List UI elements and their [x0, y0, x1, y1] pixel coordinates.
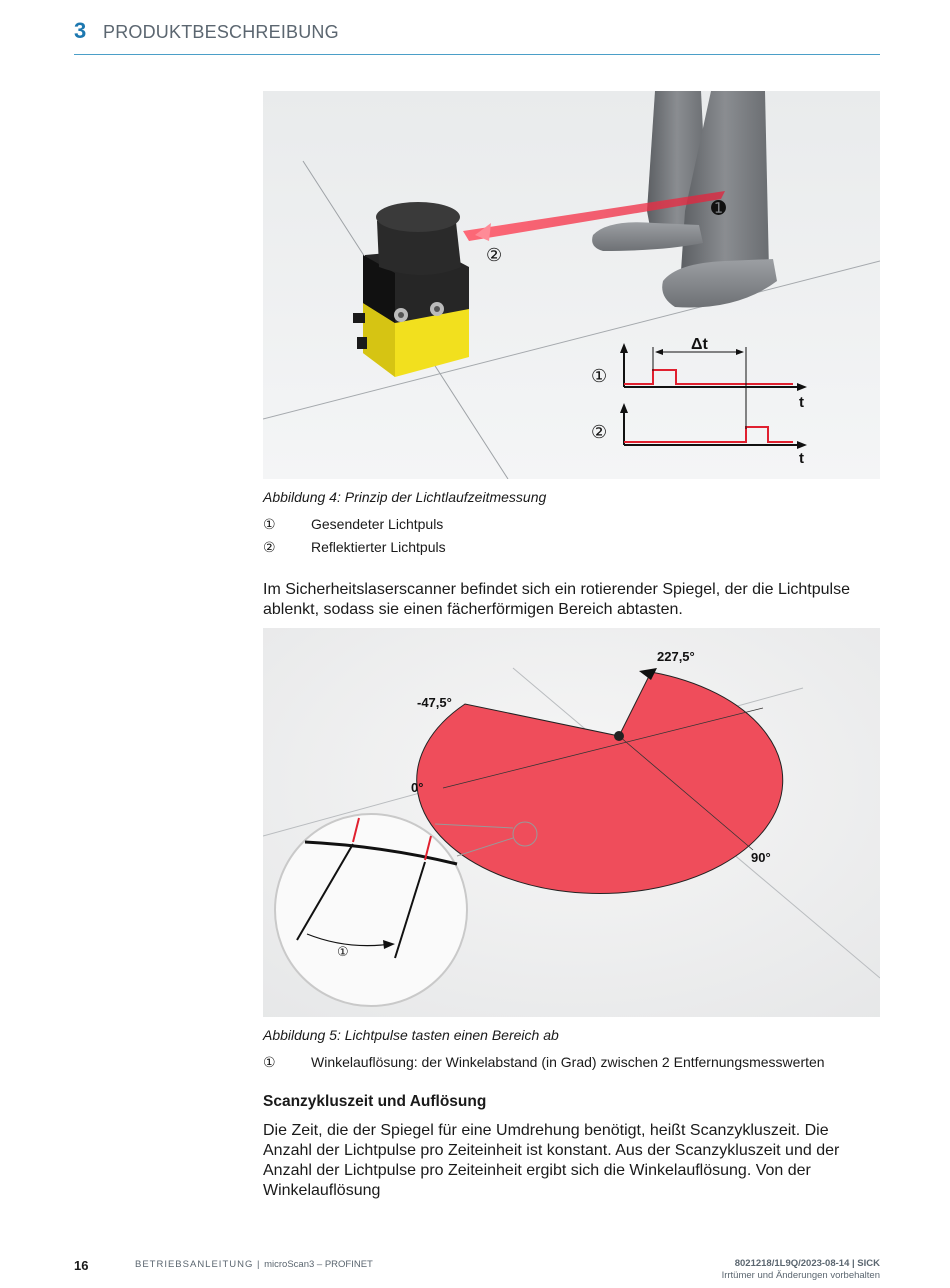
t-axis-label-2: t [799, 450, 804, 467]
legend-mark: ① [263, 1054, 276, 1070]
legend-text: Winkelauflösung: der Winkelabstand (in Grad) zwischen 2 Entfernungsmesswerten [311, 1054, 825, 1070]
footer-doc-info [135, 1259, 373, 1270]
page-header [74, 14, 880, 55]
footer-disclaimer: Irrtümer und Änderungen vorbehalten [721, 1270, 880, 1281]
footer-brand: SICK [857, 1258, 880, 1269]
legend-text: Gesendeter Lichtpuls [311, 516, 444, 532]
timing-label-2: ② [591, 422, 608, 442]
figure-time-of-flight [263, 91, 880, 479]
angle-label-90: 90° [751, 850, 771, 865]
angle-label-227: 227,5° [657, 649, 695, 664]
footer-doc-id: 8021218/1L9Q/2023-08-14 [734, 1258, 850, 1269]
delta-t-label: Δt [691, 336, 708, 353]
footer-doc-type: BETRIEBSANLEITUNG [135, 1259, 254, 1270]
section-body: Die Zeit, die der Spiegel für eine Umdrehung benötigt, heißt Scanzykluszeit. Die Anzahl der Lichtpulse pro Zeiteinheit ist konstant. Aus der Scanzykluszeit und der Anzahl der Lichtpulse pro Zeiteinheit ergibt sich die Winkelauflösung. Von der Winkelauflösung [263, 1122, 840, 1199]
footer-separator: | [253, 1259, 265, 1270]
timing-label-1: ① [591, 366, 608, 386]
footer-product: microScan3 – PROFINET [264, 1259, 373, 1270]
figure-scan-field [263, 628, 880, 1017]
angle-label-0: 0° [411, 780, 424, 795]
figure-4-caption: Abbildung 4: Prinzip der Lichtlaufzeitmessung [263, 489, 547, 505]
legend-text: Reflektierter Lichtpuls [311, 539, 446, 555]
page-number: 16 [74, 1258, 89, 1273]
section-heading: Scanzykluszeit und Auflösung [263, 1093, 487, 1110]
footer-right: 8021218/1L9Q/2023-08-14 | SICK Irrtümer und Änderungen vorbehalten [721, 1258, 880, 1281]
figure-5-caption: Abbildung 5: Lichtpulse tasten einen Bereich ab [263, 1027, 559, 1043]
callout-2: ② [486, 245, 503, 265]
intro-paragraph: Im Sicherheitslaserscanner befindet sich ein rotierender Spiegel, der die Lichtpulse ablenkt, sodass sie einen fächerförmigen Bereich abtasten. [263, 581, 850, 618]
zoom-detail [275, 814, 467, 1006]
legend-mark: ① [263, 516, 276, 532]
callout-1: ➊ [711, 198, 727, 218]
t-axis-label-1: t [799, 394, 804, 411]
chapter-title: PRODUKTBESCHREIBUNG [103, 22, 339, 42]
chapter-number: 3 [74, 18, 87, 43]
angle-label-neg47: -47,5° [417, 695, 452, 710]
legend-mark: ② [263, 539, 276, 555]
zoom-mark: ① [337, 944, 349, 959]
